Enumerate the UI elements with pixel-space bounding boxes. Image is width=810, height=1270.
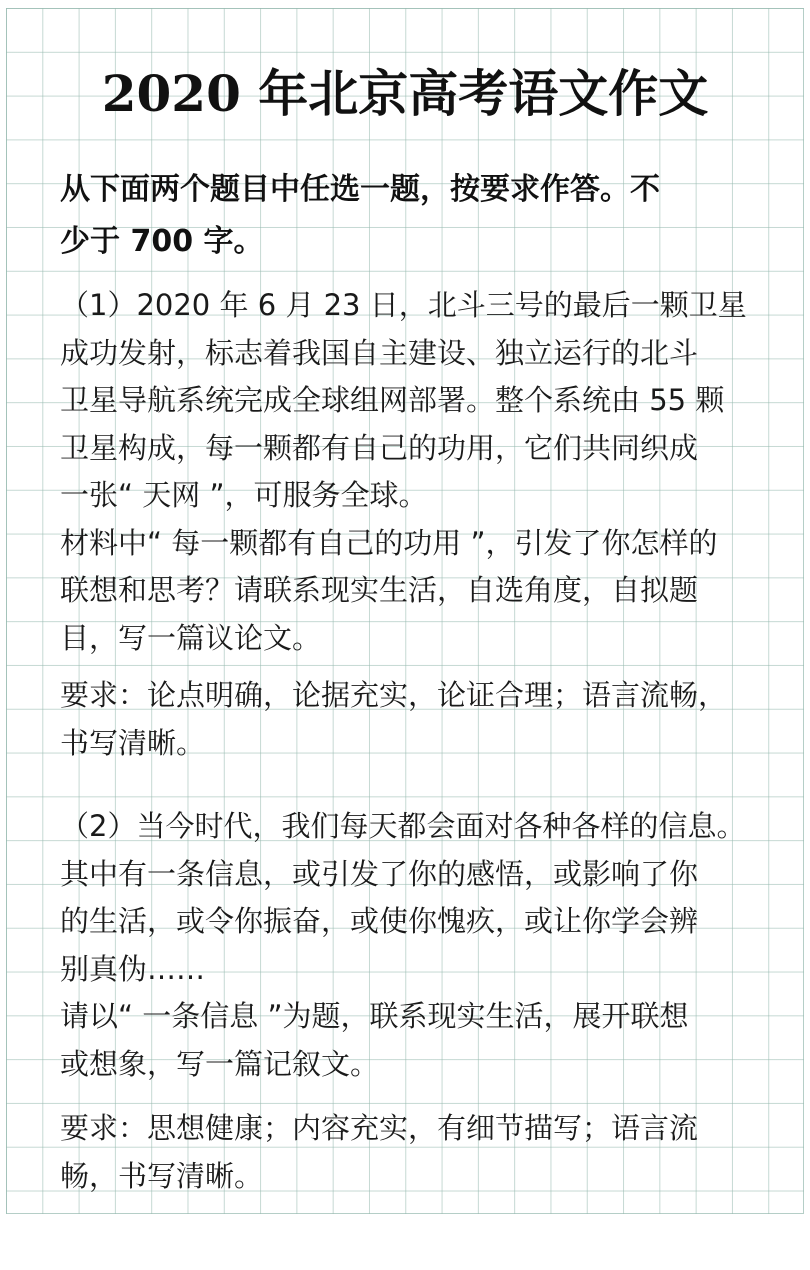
topic1-material-line: （1）2020 年 6 月 23 日，北斗三号的最后一颗卫星 <box>60 288 747 322</box>
topic2-requirement-line: 畅，书写清晰。 <box>60 1158 264 1193</box>
topic2-requirement-line: 要求：思想健康；内容充实，有细节描写；语言流 <box>60 1111 699 1145</box>
topic2-material-line: （2）当今时代，我们每天都会面对各种各样的信息。 <box>60 809 746 843</box>
topic2-material <box>60 803 770 1088</box>
topic2-material-line: 其中有一条信息，或引发了你的感悟，或影响了你 <box>60 856 699 891</box>
essay-instruction <box>60 164 770 268</box>
topic1-requirement-line: 书写清晰。 <box>60 725 206 760</box>
topic1-material-line: 一张“ 天网 ”，可服务全球。 <box>60 478 428 512</box>
topic2-prompt-line: 或想象，写一篇记叙文。 <box>60 1046 380 1081</box>
topic1-material-line: 卫星导航系统完成全球组网部署。整个系统由 55 颗 <box>60 383 725 417</box>
topic2-material-line: 别真伪…… <box>60 951 206 986</box>
topic1-requirement-line: 要求：论点明确，论据充实，论证合理；语言流畅， <box>60 678 728 712</box>
topic2-requirement <box>60 1105 770 1200</box>
topic1-prompt-line: 目，写一篇议论文。 <box>60 620 322 655</box>
topic1-requirement <box>60 672 770 767</box>
topic2-prompt-line: 请以“ 一条信息 ”为题，联系现实生活，展开联想 <box>60 999 689 1033</box>
topic1-material <box>60 282 770 662</box>
topic1-material-line: 成功发射，标志着我国自主建设、独立运行的北斗 <box>60 335 699 370</box>
topic1-prompt-line: 材料中“ 每一颗都有自己的功用 ”，引发了你怎样的 <box>60 525 718 560</box>
topic1-material-line: 卫星构成，每一颗都有自己的功用，它们共同织成 <box>60 430 699 465</box>
topic1-prompt-line: 联想和思考？请联系现实生活，自选角度，自拟题 <box>60 573 699 607</box>
instruction-line: 从下面两个题目中任选一题，按要求作答。不 <box>60 172 660 207</box>
topic2-material-line: 的生活，或令你振奋，或使你愧疚，或让你学会辨 <box>60 904 699 938</box>
instruction-line: 少于 700 字。 <box>60 224 264 259</box>
page-title: 2020 年北京高考语文作文 <box>101 64 709 123</box>
